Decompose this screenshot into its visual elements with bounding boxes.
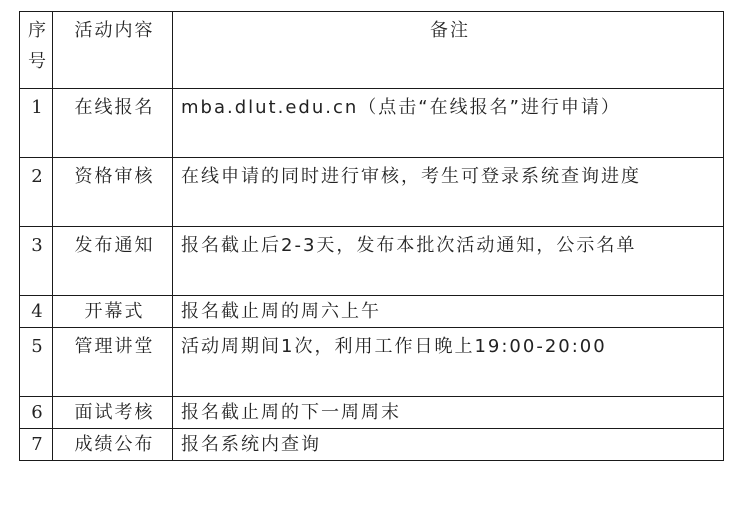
row-activity: 面试考核 (53, 397, 173, 429)
table-row (20, 397, 724, 429)
row-note: 在线申请的同时进行审核，考生可登录系统查询进度 (173, 158, 724, 227)
row-seq: 6 (20, 397, 53, 429)
row-seq: 1 (20, 89, 53, 158)
table-row (20, 296, 724, 328)
row-note: 报名截止后2-3天，发布本批次活动通知，公示名单 (173, 227, 724, 296)
row-seq: 5 (20, 328, 53, 397)
row-activity: 在线报名 (53, 89, 173, 158)
row-seq: 4 (20, 296, 53, 328)
row-note: 报名系统内查询 (173, 429, 724, 461)
header-seq: 序号 (20, 12, 53, 89)
row-seq: 7 (20, 429, 53, 461)
row-note: mba.dlut.edu.cn（点击“在线报名”进行申请） (173, 89, 724, 158)
row-activity: 资格审核 (53, 158, 173, 227)
row-note: 报名截止周的周六上午 (173, 296, 724, 328)
row-activity: 管理讲堂 (53, 328, 173, 397)
table-row (20, 227, 724, 296)
activity-schedule-table (19, 11, 724, 461)
row-activity: 成绩公布 (53, 429, 173, 461)
row-note: 报名截止周的下一周周末 (173, 397, 724, 429)
table-row (20, 429, 724, 461)
header-activity: 活动内容 (53, 12, 173, 89)
row-seq: 2 (20, 158, 53, 227)
table-header-row (20, 12, 724, 89)
row-note: 活动周期间1次，利用工作日晚上19:00-20:00 (173, 328, 724, 397)
table-row (20, 328, 724, 397)
row-activity: 发布通知 (53, 227, 173, 296)
table-row (20, 89, 724, 158)
table-row (20, 158, 724, 227)
header-note: 备注 (173, 12, 724, 89)
row-activity: 开幕式 (53, 296, 173, 328)
row-seq: 3 (20, 227, 53, 296)
